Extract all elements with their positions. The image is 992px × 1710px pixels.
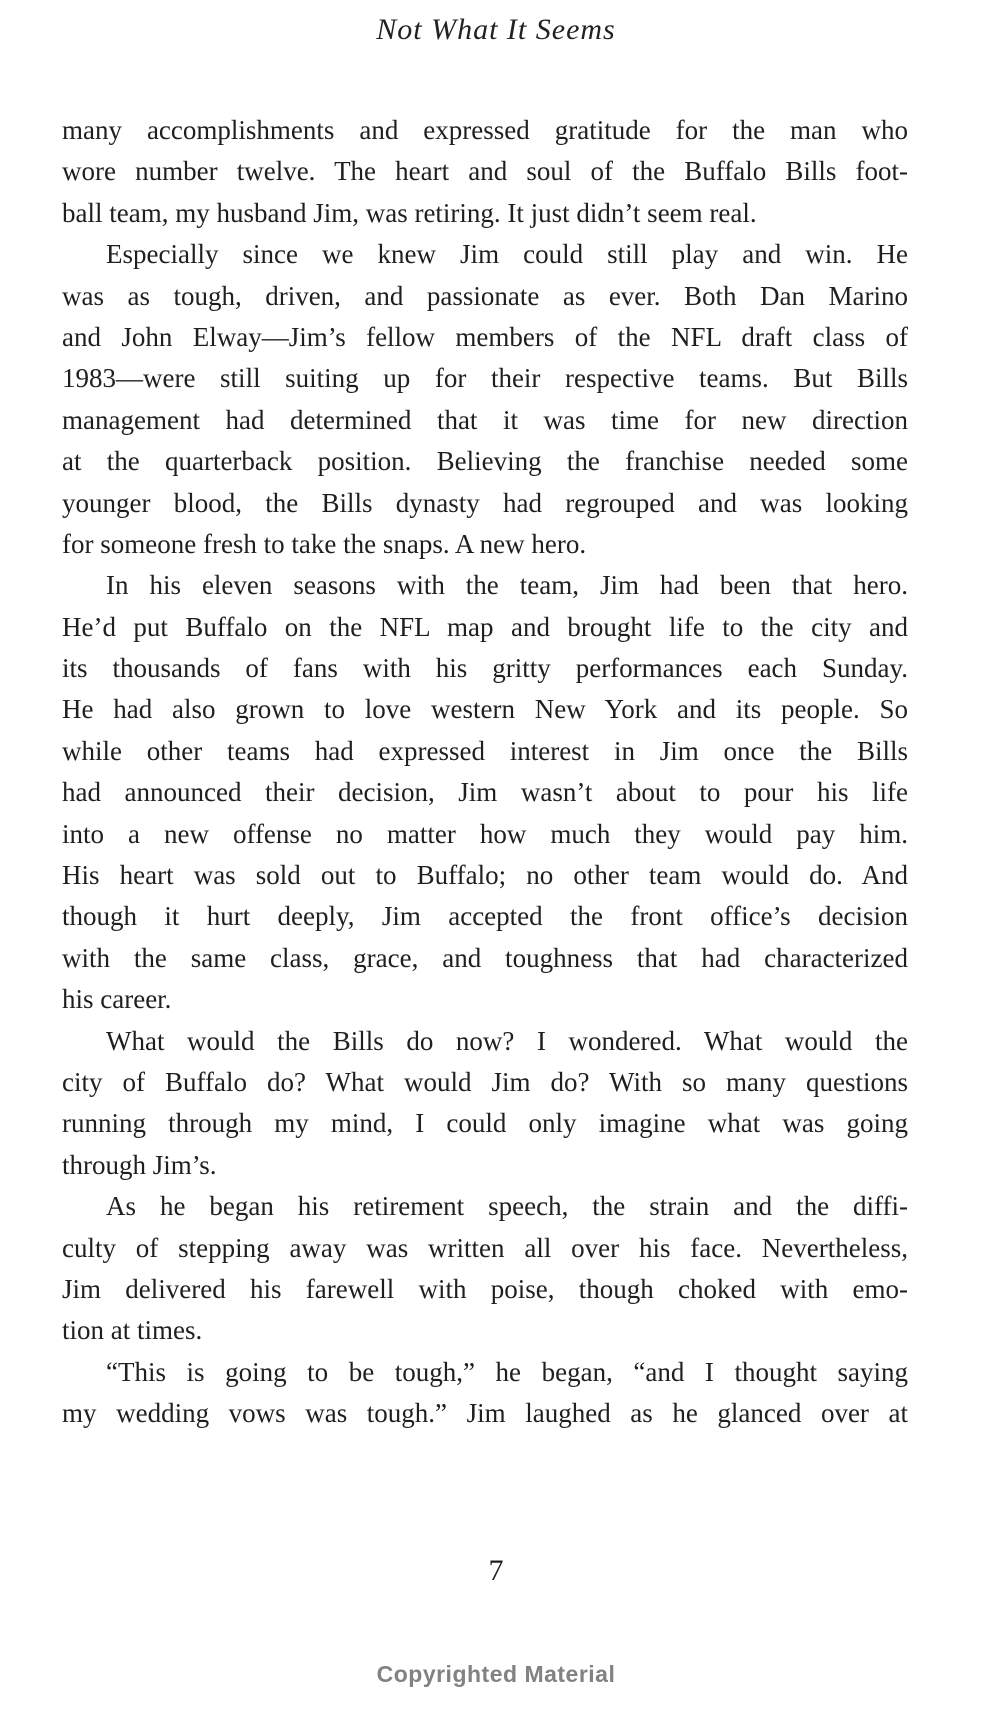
text-line: running through my mind, I could only imagine what was going [62,1108,908,1139]
text-line: younger blood, the Bills dynasty had regrouped and was looking [62,487,908,518]
page-number: 7 [488,1554,504,1587]
text-line: His heart was sold out to Buffalo; no other team would do. And [62,860,908,891]
text-line: culty of stepping away was written all over his face. Nevertheless, [62,1232,908,1263]
text-line: He had also grown to love western New York and its people. So [62,694,908,725]
copyright-notice: Copyrighted Material [376,1661,616,1687]
text-line: at the quarterback position. Believing the franchise needed some [62,446,908,477]
text-line: 1983—were still suiting up for their respective teams. But Bills [62,363,908,394]
text-line: Especially since we knew Jim could still play and win. He [106,239,908,270]
text-line: its thousands of fans with his gritty performances each Sunday. [62,653,908,684]
text-line: through Jim’s. [62,1149,217,1180]
text-line: his career. [62,984,172,1015]
text-line: while other teams had expressed interest in Jim once the Bills [62,735,908,766]
text-line: for someone fresh to take the snaps. A new hero. [62,528,587,559]
text-line: In his eleven seasons with the team, Jim had been that hero. [106,570,908,601]
text-line: into a new offense no matter how much they would pay him. [62,818,908,849]
text-line: was as tough, driven, and passionate as ever. Both Dan Marino [62,280,908,311]
text-line: had announced their decision, Jim wasn’t about to pour his life [62,777,908,808]
text-line: As he began his retirement speech, the strain and the diffi- [106,1191,908,1222]
text-line: management had determined that it was time for new direction [62,404,908,435]
running-head: Not What It Seems [376,13,616,46]
text-line: many accomplishments and expressed gratitude for the man who [62,115,908,145]
text-line: ball team, my husband Jim, was retiring. It just didn’t seem real. [62,197,757,228]
text-line: city of Buffalo do? What would Jim do? With so many questions [62,1066,908,1097]
text-line: wore number twelve. The heart and soul of the Buffalo Bills foot- [62,156,908,187]
text-line: tion at times. [62,1315,203,1346]
text-line: with the same class, grace, and toughness that had characterized [62,942,908,973]
text-line: He’d put Buffalo on the NFL map and brought life to the city and [62,611,908,642]
text-line: my wedding vows was tough.” Jim laughed as he glanced over at [62,1398,908,1429]
text-line: “This is going to be tough,” he began, “and I thought saying [106,1356,908,1387]
body-text [62,110,908,1435]
text-line: and John Elway—Jim’s fellow members of the NFL draft class of [62,321,908,352]
text-line: What would the Bills do now? I wondered. What would the [106,1025,908,1056]
text-line: Jim delivered his farewell with poise, though choked with emo- [62,1273,908,1304]
text-line: though it hurt deeply, Jim accepted the front office’s decision [62,901,908,932]
